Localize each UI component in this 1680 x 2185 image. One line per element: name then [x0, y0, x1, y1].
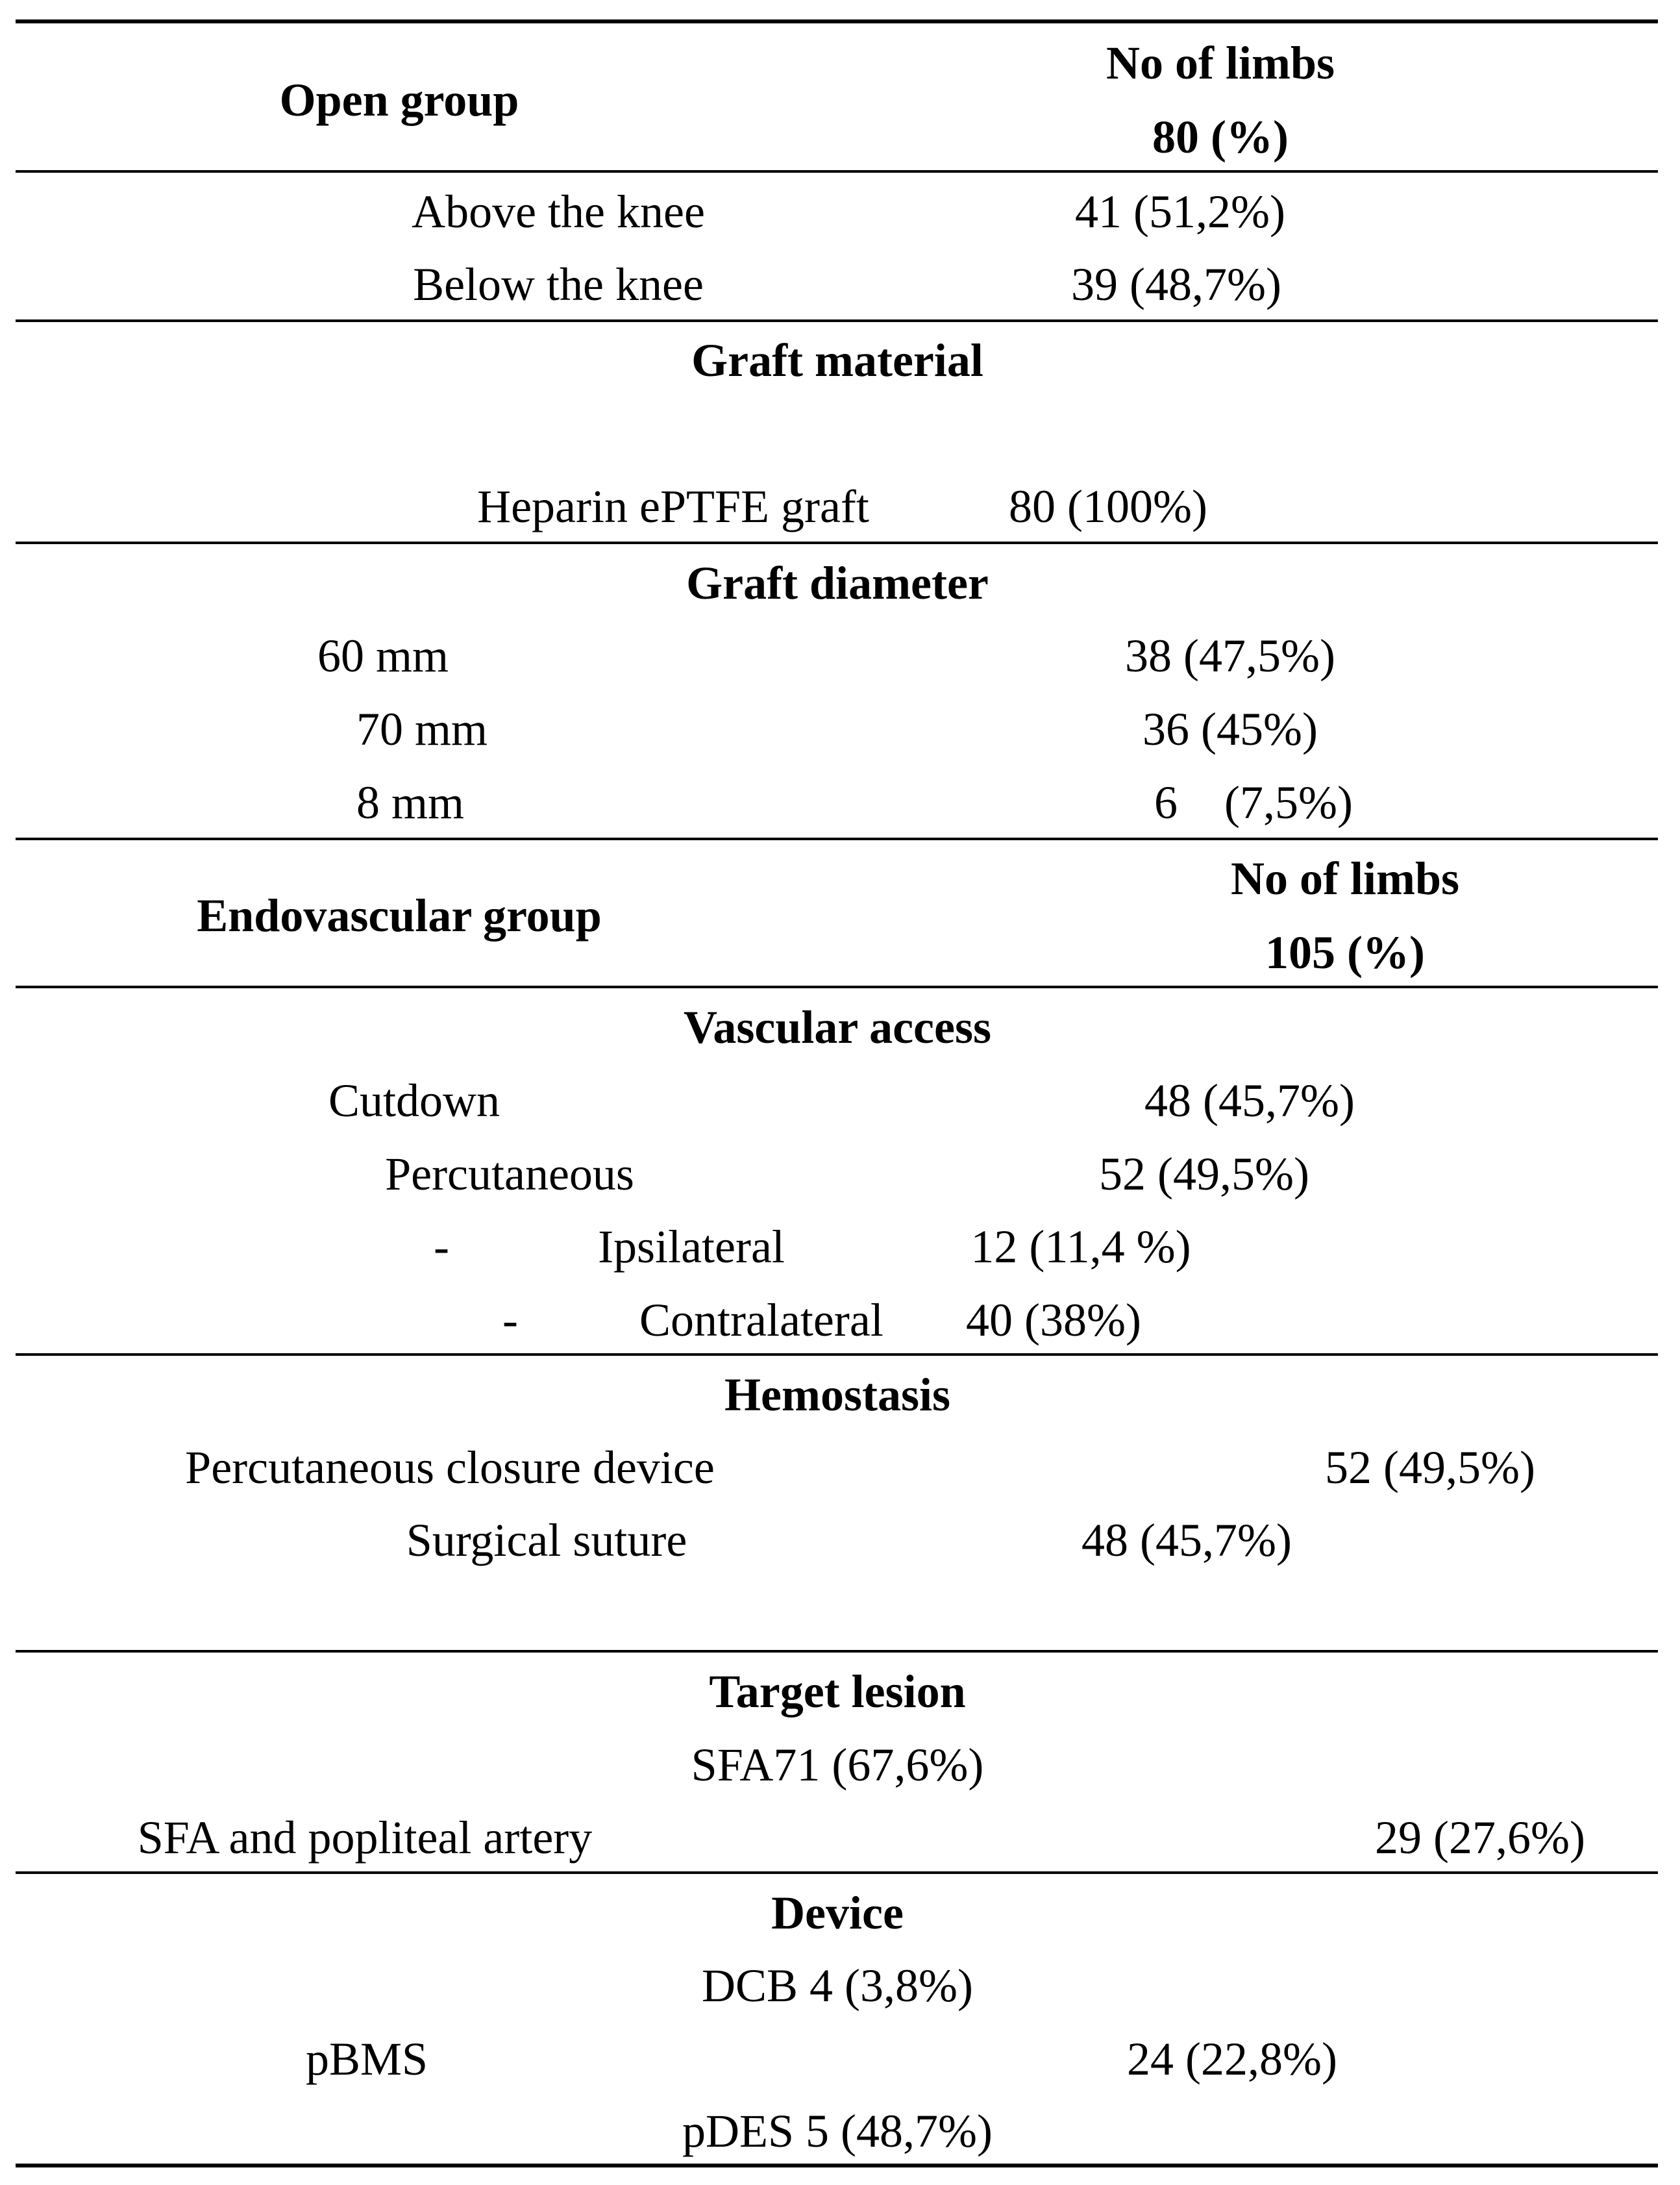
row-value: 80 (100%) — [1009, 481, 1207, 532]
table-bottom-rule — [16, 2164, 1658, 2167]
sub-row-label: Ipsilateral — [598, 1221, 785, 1273]
row-label: Cutdown — [328, 1075, 500, 1127]
row-value: 52 (49,5%) — [1099, 1148, 1309, 1200]
row-value: 36 (45%) — [1143, 703, 1318, 755]
endovascular-group-header: Endovascular group — [197, 890, 602, 942]
table-rule — [16, 1353, 1658, 1356]
row-value: 48 (45,7%) — [1144, 1075, 1355, 1127]
table-rule — [16, 986, 1658, 988]
row-value: 41 (51,2%) — [1075, 186, 1285, 238]
row-label: Above the knee — [412, 186, 705, 238]
open-group-col-header-1: No of limbs — [1106, 37, 1335, 89]
table-top-rule — [16, 19, 1658, 23]
section-title-graft-diameter: Graft diameter — [686, 557, 989, 609]
row-value: 29 (27,6%) — [1375, 1812, 1585, 1864]
row-label: Heparin ePTFE graft — [477, 481, 869, 532]
row-value: 38 (47,5%) — [1125, 630, 1335, 682]
open-group-col-header-2: 80 (%) — [1152, 111, 1289, 163]
endovascular-col-header-2: 105 (%) — [1265, 927, 1425, 979]
section-title-device: Device — [771, 1887, 904, 1939]
row-text: DCB 4 (3,8%) — [702, 1960, 973, 2012]
table-rule — [16, 838, 1658, 840]
row-value: 24 (22,8%) — [1127, 2033, 1337, 2085]
table-rule — [16, 542, 1658, 544]
row-label: Below the knee — [413, 258, 704, 310]
row-text: SFA71 (67,6%) — [691, 1739, 984, 1791]
row-value: 39 (48,7%) — [1071, 258, 1281, 310]
sub-row-value: 12 (11,4 %) — [970, 1221, 1191, 1273]
section-title-graft-material: Graft material — [691, 334, 983, 386]
row-label: Percutaneous — [385, 1148, 634, 1200]
endovascular-col-header-1: No of limbs — [1230, 853, 1460, 905]
section-title-vascular-access: Vascular access — [684, 1001, 991, 1053]
table-rule — [16, 319, 1658, 322]
row-value: 52 (49,5%) — [1325, 1442, 1535, 1493]
row-text: pDES 5 (48,7%) — [682, 2105, 993, 2157]
sub-row-dash: - — [502, 1294, 518, 1346]
table-rule — [16, 1871, 1658, 1874]
section-title-hemostasis: Hemostasis — [724, 1369, 950, 1421]
row-label: pBMS — [305, 2033, 428, 2085]
sub-row-value: 40 (38%) — [966, 1294, 1141, 1346]
row-value: 6 (7,5%) — [1154, 777, 1353, 829]
row-label: Percutaneous closure device — [185, 1442, 715, 1493]
row-value: 48 (45,7%) — [1081, 1514, 1292, 1566]
row-label: Surgical suture — [406, 1514, 687, 1566]
sub-row-label: Contralateral — [639, 1294, 883, 1346]
table-rule — [16, 170, 1658, 173]
row-label: 70 mm — [356, 703, 488, 755]
table-rule — [16, 1650, 1658, 1653]
section-title-target-lesion: Target lesion — [709, 1666, 966, 1717]
open-group-header: Open group — [279, 74, 519, 126]
row-label: 60 mm — [317, 630, 449, 682]
row-label: 8 mm — [356, 777, 465, 829]
row-label: SFA and popliteal artery — [137, 1812, 593, 1864]
sub-row-dash: - — [434, 1221, 449, 1273]
